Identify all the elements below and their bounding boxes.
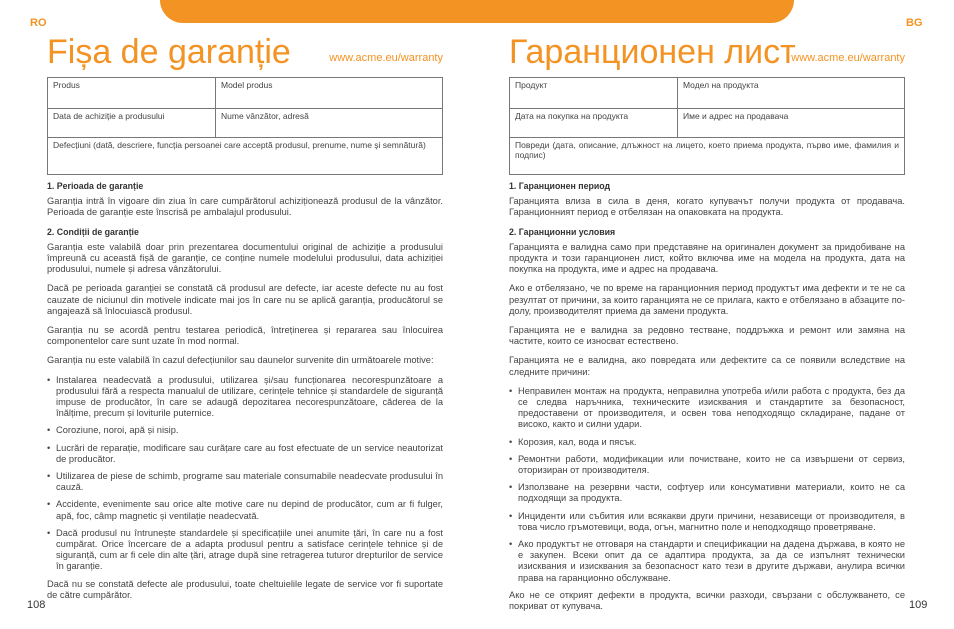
form-field-model: Model produs [221, 80, 273, 90]
paragraph: Dacă nu se constată defecte ale produsului, toate cheltuielile legate de service vor fi suportate de către cumpărător. [47, 578, 443, 600]
form-row [510, 138, 904, 174]
warranty-text-bg [509, 181, 905, 620]
list-item: • Използване на резервни части, софтуер или консумативни материали, които не са подходящи за продукта. [509, 482, 905, 504]
page-number-left: 108 [27, 599, 46, 611]
list-item: • Инциденти или събития или всякакви други причини, независещи от производителя, в това число гръмотевици, вода, огън, магнитно поле и неподходящо проветряване. [509, 511, 905, 533]
form-field-defects: Defecțiuni (dată, descriere, funcția persoanei care acceptă produsul, prenume, nume și semnătură) [53, 140, 426, 150]
exclusions-list [47, 375, 443, 573]
warranty-form-bg [509, 77, 905, 175]
warranty-text-ro [47, 181, 443, 609]
language-label-ro: RO [30, 17, 47, 29]
list-item: • Неправилен монтаж на продукта, неправилна употреба и/или работа с продукта, без да се следва наръчника, техническите изисквания и стандартите за безопасност, предоставени от производителя, и освен това неподходящо складиране, падане от високо, както и силни удари. [509, 386, 905, 431]
list-item: • Coroziune, noroi, apă și nisip. [47, 425, 443, 436]
paragraph: Garanția este valabilă doar prin prezentarea documentului original de achiziție a produsului împreună cu această fișă de garanție, ce conține numele modelului produsului, data achiziției produsului, numele și adresa vânzătorului. [47, 241, 443, 275]
form-field-product: Produs [48, 78, 216, 108]
form-field-purchase-date: Дата на покупка на продукта [510, 109, 678, 137]
paragraph: Garanția intră în vigoare din ziua în care cumpărătorul achiziționează produsul de la vânzător. Perioada de garanție este înscrisă pe ambalajul produsului. [47, 196, 443, 218]
paragraph: Dacă pe perioada garanției se constată că produsul are defecte, iar aceste defecte nu au fost cauzate de niciunul din motivele indicate mai jos în care nu se aplică garanția, producătorul se angajează să înlocuiască produsul. [47, 283, 443, 316]
paragraph: Ако не се открият дефекти в продукта, всички разходи, свързани с обслужването, се покриват от купувача. [509, 589, 905, 612]
form-field-seller: Nume vânzător, adresă [221, 111, 309, 121]
language-label-bg: BG [906, 17, 923, 29]
list-item: • Utilizarea de piese de schimb, programe sau materiale consumabile neadecvate produsului în cauză. [47, 471, 443, 493]
paragraph: Garanția nu se acordă pentru testarea periodică, întreținerea și repararea sau înlocuirea componentelor care sunt uzate în mod normal. [47, 325, 443, 347]
form-field-purchase-date: Data de achiziție a produsului [48, 109, 216, 137]
warranty-url-bg: www.acme.eu/warranty [791, 52, 905, 64]
form-row [510, 109, 904, 138]
form-row [48, 109, 442, 138]
form-field-defects: Повреди (дата, описание, длъжност на лицето, което приема продукта, първо име, фамилия и подпис) [515, 140, 899, 160]
list-item: • Ако продуктът не отговаря на стандарти и спецификации на дадена държава, в която не е закупен. Всеки опит да се адаптира продукта, за да се изпълнят технически изисквания и изисквания за безопасност като тези в другите държави, анулира всички права на гаранционно обслужване. [509, 539, 905, 584]
form-row [510, 78, 904, 109]
form-row [48, 78, 442, 109]
list-item: • Instalarea neadecvată a produsului, utilizarea și/sau funcționarea necorespunzătoare a produsului fără a respecta manualul de utilizare, cerințele tehnice și standardele de siguranță impuse de producător, în care se adaugă depozitarea necorespunzătoare, căderea de la înălțime, precum și loviturile puternice. [47, 375, 443, 420]
form-field-model: Модел на продукта [683, 80, 759, 90]
paragraph: Ако е отбелязано, че по време на гаранционния период продуктът има дефекти и те не са резултат от причини, за които гаранцията не се прилага, както е отбелязано в абзаците по-долу, производителят приема да замени продукта. [509, 283, 905, 316]
page-bg [509, 0, 905, 629]
page-title-ro: Fișa de garanție [47, 33, 291, 71]
section-heading: 2. Condiții de garanție [47, 226, 139, 237]
paragraph: Garanția nu este valabilă în cazul defecțiunilor sau daunelor survenite din următoarele motive: [47, 355, 434, 366]
list-item: • Корозия, кал, вода и пясък. [509, 437, 905, 448]
list-item: • Ремонтни работи, модификации или почистване, които не са извършени от сервиз, оторизиран от производителя. [509, 454, 905, 476]
paragraph: Гаранцията не е валидна за редовно тестване, поддръжка и ремонт или замяна на частите, които се износват естествено. [509, 325, 905, 347]
page-ro [47, 0, 443, 629]
warranty-url-ro: www.acme.eu/warranty [329, 52, 443, 64]
title-row-bg [509, 30, 905, 70]
warranty-form-ro [47, 77, 443, 175]
page-title-bg: Гаранционен лист [509, 33, 796, 71]
section-heading: 1. Гаранционен период [509, 181, 611, 191]
section-heading: 2. Гаранционни условия [509, 226, 616, 237]
title-row-ro [47, 30, 443, 70]
list-item: • Dacă produsul nu întrunește standardele și specificațiile unei anumite țări, în care nu a fost cumpărat. Orice încercare de a adapta produsul pentru a satisface cerințele tehnice și de siguranță, cum ar fi cele din alte țări, atrage după sine retragerea tuturor drepturilor de service în garanție. [47, 528, 443, 573]
section-heading: 1. Perioada de garanție [47, 181, 144, 191]
paragraph: Гаранцията не е валидна, ако повредата или дефектите са се появили вследствие на следните причини: [509, 355, 905, 377]
form-field-seller: Име и адрес на продавача [683, 111, 789, 121]
list-item: • Accidente, evenimente sau orice alte motive care nu depind de producător, cum ar fi fulger, apă, foc, câmp magnetic și ventilație neadecvată. [47, 499, 443, 521]
list-item: • Lucrări de reparație, modificare sau curățare care au fost efectuate de un service neautorizat de producător. [47, 443, 443, 465]
form-row [48, 138, 442, 174]
paragraph: Гаранцията влиза в сила в деня, когато купувачът получи продукта от продавача. Гаранционният период е отбелязан на опаковката на продукта. [509, 196, 905, 218]
exclusions-list [509, 386, 905, 584]
paragraph: Гаранцията е валидна само при представяне на оригинален документ за придобиване на продукта и този гаранционен лист, който включва име на модела на продукта, дата на покупка на продукта, име и адрес на продавача. [509, 241, 905, 275]
page-number-right: 109 [909, 599, 928, 611]
form-field-product: Продукт [510, 78, 678, 108]
